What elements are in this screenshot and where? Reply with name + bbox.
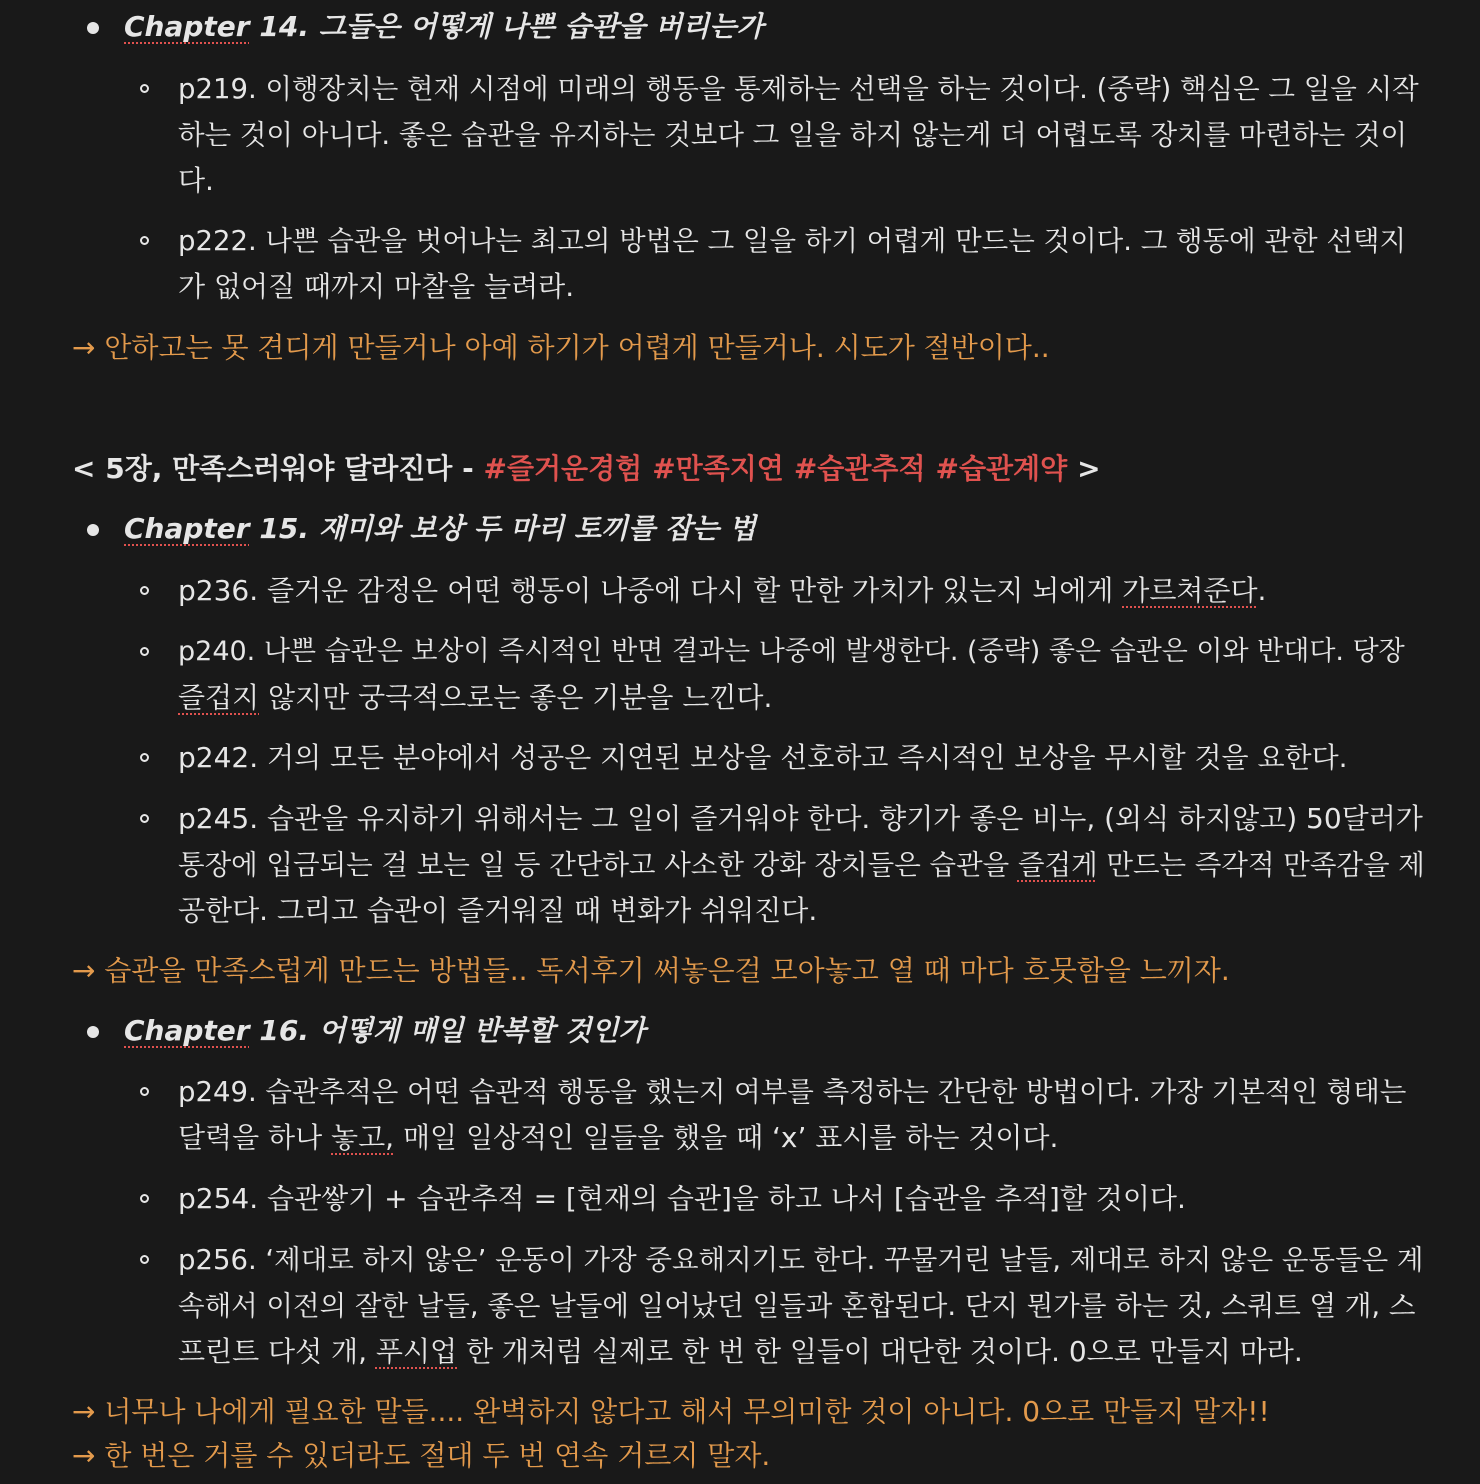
bullet-icon [87, 22, 99, 34]
note-ch16-2: → 한 번은 거를 수 있더라도 절대 두 번 연속 거르지 말자. [72, 1439, 771, 1472]
tag-link[interactable]: #만족지연 [652, 452, 784, 485]
chapter-14-heading [124, 4, 763, 50]
sub-bullet-icon [140, 1194, 149, 1203]
note-ch16-1: → 너무나 나에게 필요한 말들.... 완벽하지 않다고 해서 무의미한 것이 아니다. 0으로 만들지 말자!! [72, 1395, 1270, 1428]
bullet-icon [87, 1026, 99, 1038]
p236-line [178, 568, 1266, 614]
sub-bullet-icon [140, 1087, 149, 1096]
chapter-16-title: 16. 어떻게 매일 반복할 것인가 [249, 1014, 646, 1047]
spellcheck-word: Chapter [124, 10, 250, 43]
sub-bullet-icon [140, 586, 149, 595]
chapter-14-title: 14. 그들은 어떻게 나쁜 습관을 버리는가 [249, 10, 764, 43]
sub-bullet-icon [140, 1255, 149, 1264]
sub-bullet-icon [140, 647, 149, 656]
p254-line: p254. 습관쌓기 + 습관추적 = [현재의 습관]을 하고 나서 [습관을 추적]할 것이다. [178, 1182, 1186, 1215]
text-run: 달력을 하나 [178, 1121, 332, 1154]
chapter-15-heading [124, 506, 756, 552]
text-run: . [1257, 574, 1267, 607]
sub-bullet-icon [140, 753, 149, 762]
text-run: p236. 즐거운 감정은 어떤 행동이 나중에 다시 할 만한 가치가 있는지 뇌에게 [178, 574, 1123, 607]
bullet-icon [87, 524, 99, 536]
spellcheck-word: 즐겁게 [1017, 849, 1098, 881]
p219-line-2: 하는 것이 아니다. 좋은 습관을 유지하는 것보다 그 일을 하지 않는게 더 어렵도록 장치를 마련하는 것이 [178, 119, 1408, 151]
spellcheck-word: 즐겁지 [178, 681, 260, 714]
p245-line-1: p245. 습관을 유지하기 위해서는 그 일이 즐거워야 한다. 향기가 좋은 비누, (외식 하지않고) 50달러가 [178, 802, 1423, 835]
p222-line-2: 가 없어질 때까지 마찰을 늘려라. [178, 270, 575, 303]
section-5-title: < 5장, 만족스러워야 달라진다 - [72, 452, 484, 485]
p256-line-1: p256. ‘제대로 하지 않은’ 운동이 가장 중요해지기도 한다. 꾸물거린 날들, 제대로 하지 않은 운동들은 계 [178, 1244, 1424, 1276]
p240-line-2 [178, 675, 772, 721]
sub-bullet-icon [140, 236, 149, 245]
sub-bullet-icon [140, 84, 149, 93]
p240-line-1: p240. 나쁜 습관은 보상이 즉시적인 반면 결과는 나중에 발생한다. (중략) 좋은 습관은 이와 반대다. 당장 [178, 636, 1405, 667]
sub-bullet-icon [140, 814, 149, 823]
p242-line: p242. 거의 모든 분야에서 성공은 지연된 보상을 선호하고 즉시적인 보상을 무시할 것을 요한다. [178, 741, 1348, 774]
text-run: 매일 일상적인 일들을 했을 때 ‘x’ 표시를 하는 것이다. [394, 1121, 1059, 1154]
text-run: 않지만 궁극적으로는 좋은 기분을 느낀다. [259, 681, 773, 714]
spellcheck-word: Chapter [124, 1014, 250, 1047]
section-5-heading [72, 446, 1101, 492]
text-run: 만드는 즉각적 만족감을 제 [1097, 849, 1425, 881]
p219-line-3: 다. [178, 164, 214, 197]
note-ch15: → 습관을 만족스럽게 만드는 방법들.. 독서후기 써놓은걸 모아놓고 열 때 마다 흐뭇함을 느끼자. [72, 954, 1230, 987]
spellcheck-word: 가르쳐준다 [1122, 574, 1258, 607]
p245-line-3: 공한다. 그리고 습관이 즐거워질 때 변화가 쉬워진다. [178, 894, 818, 927]
p249-line-2 [178, 1115, 1058, 1161]
section-5-suffix: > [1077, 452, 1101, 485]
p249-line-1: p249. 습관추적은 어떤 습관적 행동을 했는지 여부를 측정하는 간단한 방법이다. 가장 기본적인 형태는 [178, 1076, 1407, 1108]
text-run: 통장에 입금되는 걸 보는 일 등 간단하고 사소한 강화 장치들은 습관을 [178, 849, 1018, 881]
tag-link[interactable]: #습관계약 [935, 452, 1068, 485]
note-ch14: → 안하고는 못 견디게 만들거나 아예 하기가 어렵게 만들거나. 시도가 절반이다.. [72, 331, 1050, 364]
p256-line-3 [178, 1329, 1303, 1375]
spellcheck-word: 푸시업 [375, 1335, 458, 1368]
chapter-15-title: 15. 재미와 보상 두 마리 토끼를 잡는 법 [249, 512, 756, 545]
spellcheck-word: Chapter [124, 512, 250, 545]
text-run: 한 개처럼 실제로 한 번 한 일들이 대단한 것이다. 0으로 만들지 마라. [457, 1335, 1303, 1368]
tag-link[interactable]: #즐거운경험 [483, 452, 643, 485]
p256-line-2: 속해서 이전의 잘한 날들, 좋은 날들에 일어났던 일들과 혼합된다. 단지 뭔가를 하는 것, 스쿼트 열 개, 스 [178, 1290, 1416, 1322]
spellcheck-word: 놓고, [331, 1121, 395, 1154]
p219-line-1: p219. 이행장치는 현재 시점에 미래의 행동을 통제하는 선택을 하는 것이다. (중략) 핵심은 그 일을 시작 [178, 73, 1419, 105]
chapter-16-heading [124, 1008, 645, 1054]
p222-line-1: p222. 나쁜 습관을 벗어나는 최고의 방법은 그 일을 하기 어렵게 만드는 것이다. 그 행동에 관한 선택지 [178, 225, 1407, 257]
tag-link[interactable]: #습관추적 [793, 452, 926, 485]
text-run: 프린트 다섯 개, [178, 1335, 376, 1368]
p245-line-2 [178, 842, 1425, 888]
